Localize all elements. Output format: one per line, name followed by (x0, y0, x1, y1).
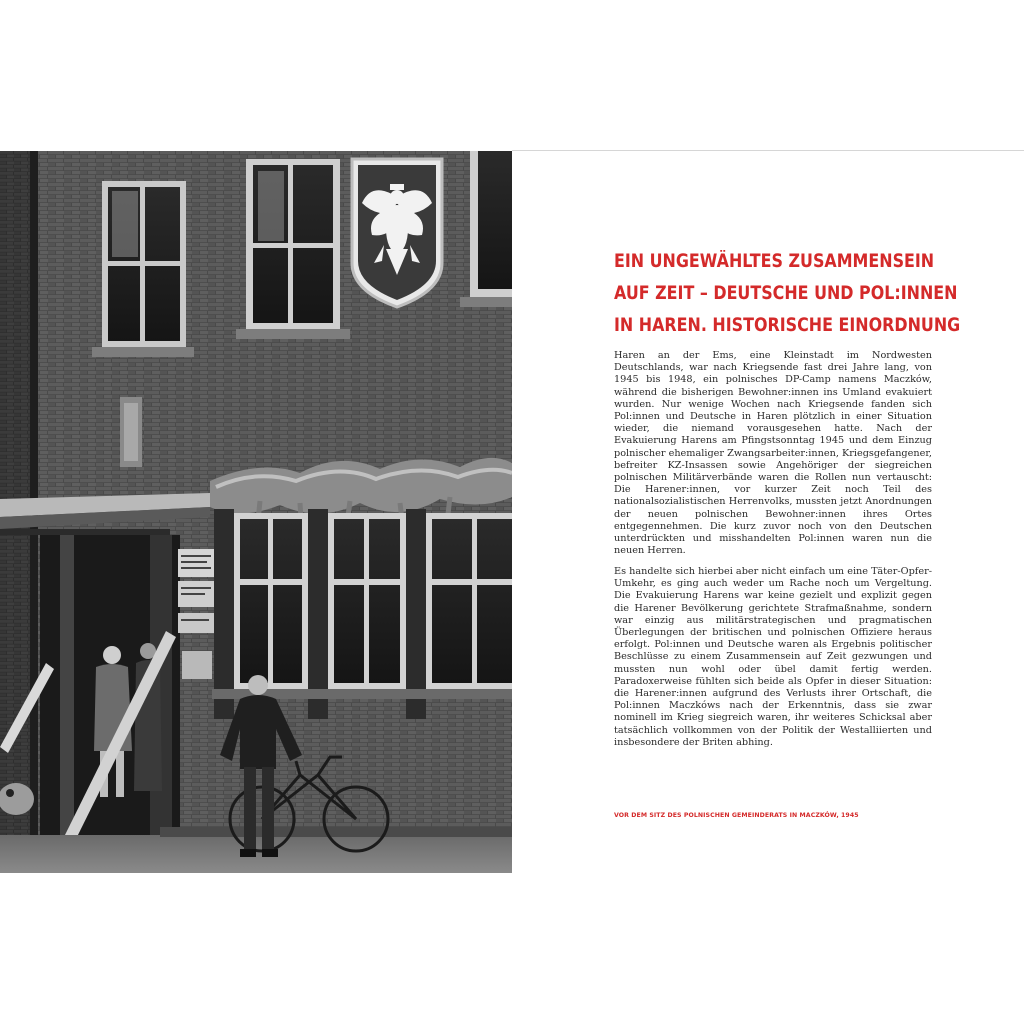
body-paragraph-2: Es handelte sich hierbei aber nicht einfach um eine Täter-Opfer-Umkehr, es ging auch weder um Rache noch um Vergeltung. Die Evakuierung Harens war keine gezielt und explizit gegen die Harener Bevölkerung gerichtete Strafmaßnahme, sondern war einzig aus militärstrategischen und pragmatischen Überlegungen der britischen und polnischen Offiziere heraus erfolgt. Pol:innen und Deutsche waren als Ergebnis politischer Beschlüsse zu einem Zusammensein auf Zeit gezwungen und mussten nun wohl oder übel damit fertig werden. Paradoxerweise fühlten sich beide als Opfer in dieser Situation: die Harener:innen aufgrund des Verlusts ihrer Ortschaft, die Pol:innen Maczkóws nach der Erkenntnis, dass sie zwar nominell im Krieg siegreich waren, ihr weiteres Schicksal aber tatsächlich vollkommen von der Politik der Westalliierten und insbesondere der Briten abhing. (614, 566, 932, 748)
body-paragraph-1: Haren an der Ems, eine Kleinstadt im Nordwesten Deutschlands, war nach Kriegsende fast drei Jahre lang, von 1945 bis 1948, ein polnisches DP-Camp namens Maczków, während die bisherigen Bewohner:innen ins Umland evakuiert wurden. Nur wenige Wochen nach Kriegsende fanden sich Pol:innen und Deutsche in Haren plötzlich in einer Situation wieder, die niemand vorausgesehen hatte. Nach der Evakuierung Harens am Pfingstsonntag 1945 und dem Einzug polnischer ehemaliger Zwangsarbeiter:innen, Kriegsgefangener, befreiter KZ-Insassen sowie Angehöriger der siegreichen polnischen Militärverbände waren die Rollen nun vertauscht: Die Harener:innen, vor kurzer Zeit noch Teil des nationalsozialistischen Herrenvolks, mussten jetzt Anordnungen der neuen polnischen Bewohner:innen ihres Ortes entgegennehmen. Die kurz zuvor noch von den Deutschen unterdrückten und misshandelten Pol:innen waren nun die neuen Herren. (614, 350, 932, 557)
title-line-3: IN HAREN. HISTORISCHE EINORDNUNG (614, 315, 961, 336)
article-title (614, 246, 961, 342)
upper-window-left (92, 181, 194, 357)
upper-window-middle (236, 159, 350, 339)
polish-eagle-emblem (352, 159, 442, 307)
title-line-2: AUF ZEIT – DEUTSCHE UND POL:INNEN (614, 283, 958, 304)
page-divider-line (512, 150, 1024, 151)
title-line-1: EIN UNGEWÄHLTES ZUSAMMENSEIN (614, 251, 935, 272)
photo-caption: VOR DEM SITZ DES POLNISCHEN GEMEINDERATS IN MACZKÓW, 1945 (614, 812, 859, 819)
historical-photo (0, 151, 512, 873)
